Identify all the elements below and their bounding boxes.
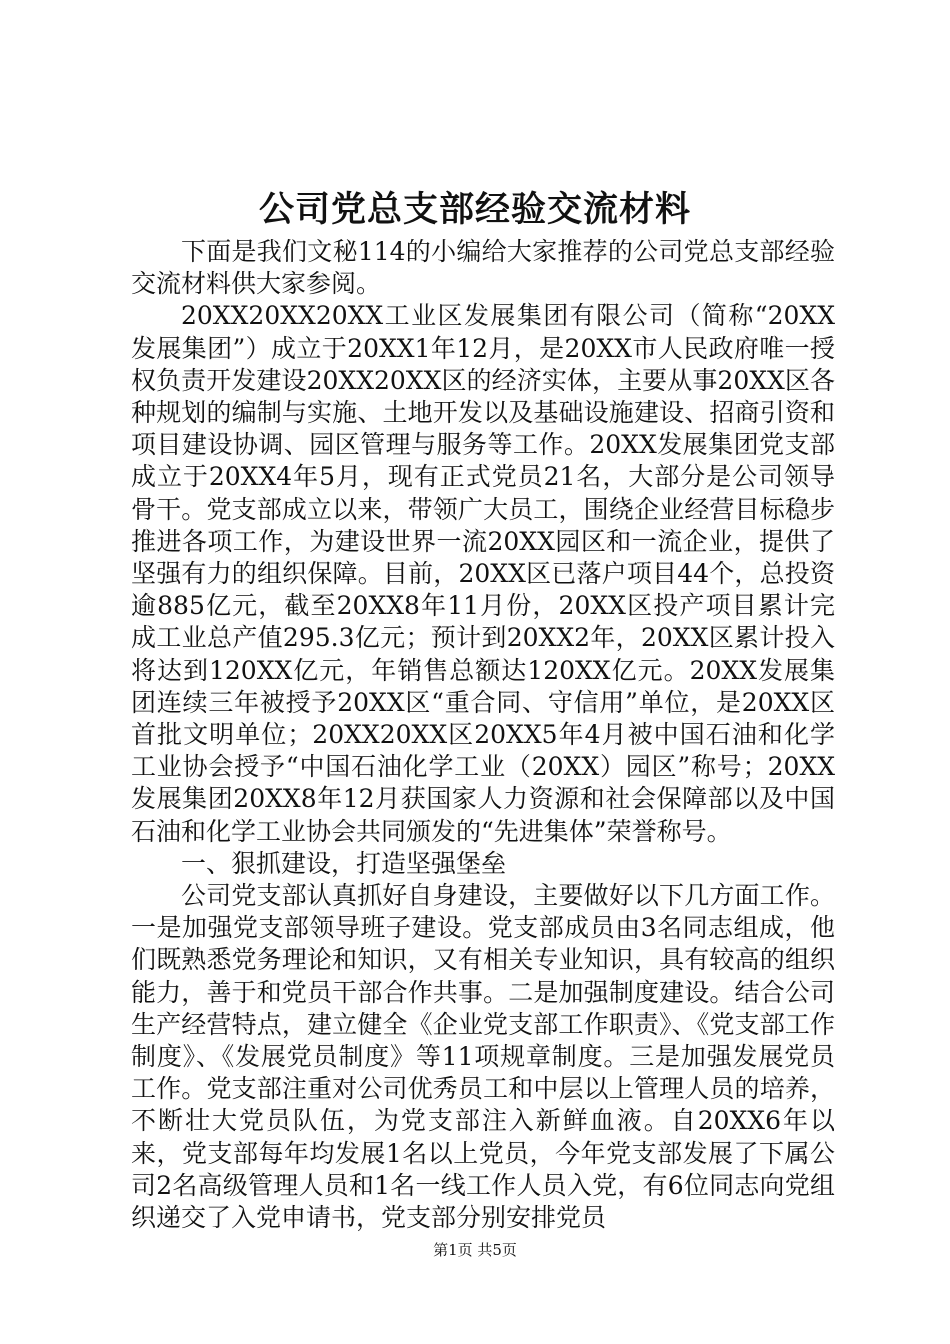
company-overview-paragraph: 20XX20XX20XX工业区发展集团有限公司（简称“20XX发展集团”）成立于20XX1年12月，是20XX市人民政府唯一授权负责开发建设20XX20XX区的经济实体，主要从事20XX区各种规划的编制与实施、土地开发以及基础设施建设、招商引资和项目建设协调、园区管理与服务等工作。20XX发展集团党支部成立于20XX4年5月，现有正式党员21名，大部分是公司领导骨干。党支部成立以来，带领广大员工，围绕企业经营目标稳步推进各项工作，为建设世界一流20XX园区和一流企业，提供了坚强有力的组织保障。目前，20XX区已落户项目44个，总投资逾885亿元，截至20XX8年11月份，20XX区投产项目累计完成工业总产值295.3亿元；预计到20XX2年，20XX区累计投入将达到120XX亿元，年销售总额达120XX亿元。20XX发展集团连续三年被授予20XX区“重合同、守信用”单位，是20XX区首批文明单位；20XX20XX区20XX5年4月被中国石油和化学工业协会授予“中国石油化学工业（20XX）园区”称号；20XX发展集团20XX8年12月获国家人力资源和社会保障部以及中国石油和化学工业协会共同颁发的“先进集体”荣誉称号。 [131,301,835,846]
section-paragraph: 公司党支部认真抓好自身建设，主要做好以下几方面工作。一是加强党支部领导班子建设。党支部成员由3名同志组成，他们既熟悉党务理论和知识，又有相关专业知识，具有较高的组织能力，善于和党员干部合作共事。二是加强制度建设。结合公司生产经营特点，建立健全《企业党支部工作职责》、《党支部工作制度》、《发展党员制度》等11项规章制度。三是加强发展党员工作。党支部注重对公司优秀员工和中层以上管理人员的培养，不断壮大党员队伍，为党支部注入新鲜血液。自20XX6年以来，党支部每年均发展1名以上党员，今年党支部发展了下属公司2名高级管理人员和1名一线工作人员入党，有6位同志向党组织递交了入党申请书，党支部分别安排党员 [131,881,835,1233]
page-footer: 第1页 共5页 [433,1241,517,1259]
intro-paragraph: 下面是我们文秘114的小编给大家推荐的公司党总支部经验交流材料供大家参阅。 [131,237,835,299]
section-heading: 一、狠抓建设，打造坚强堡垒 [181,848,507,878]
document-title: 公司党总支部经验交流材料 [258,189,691,230]
document-body [131,236,835,1234]
